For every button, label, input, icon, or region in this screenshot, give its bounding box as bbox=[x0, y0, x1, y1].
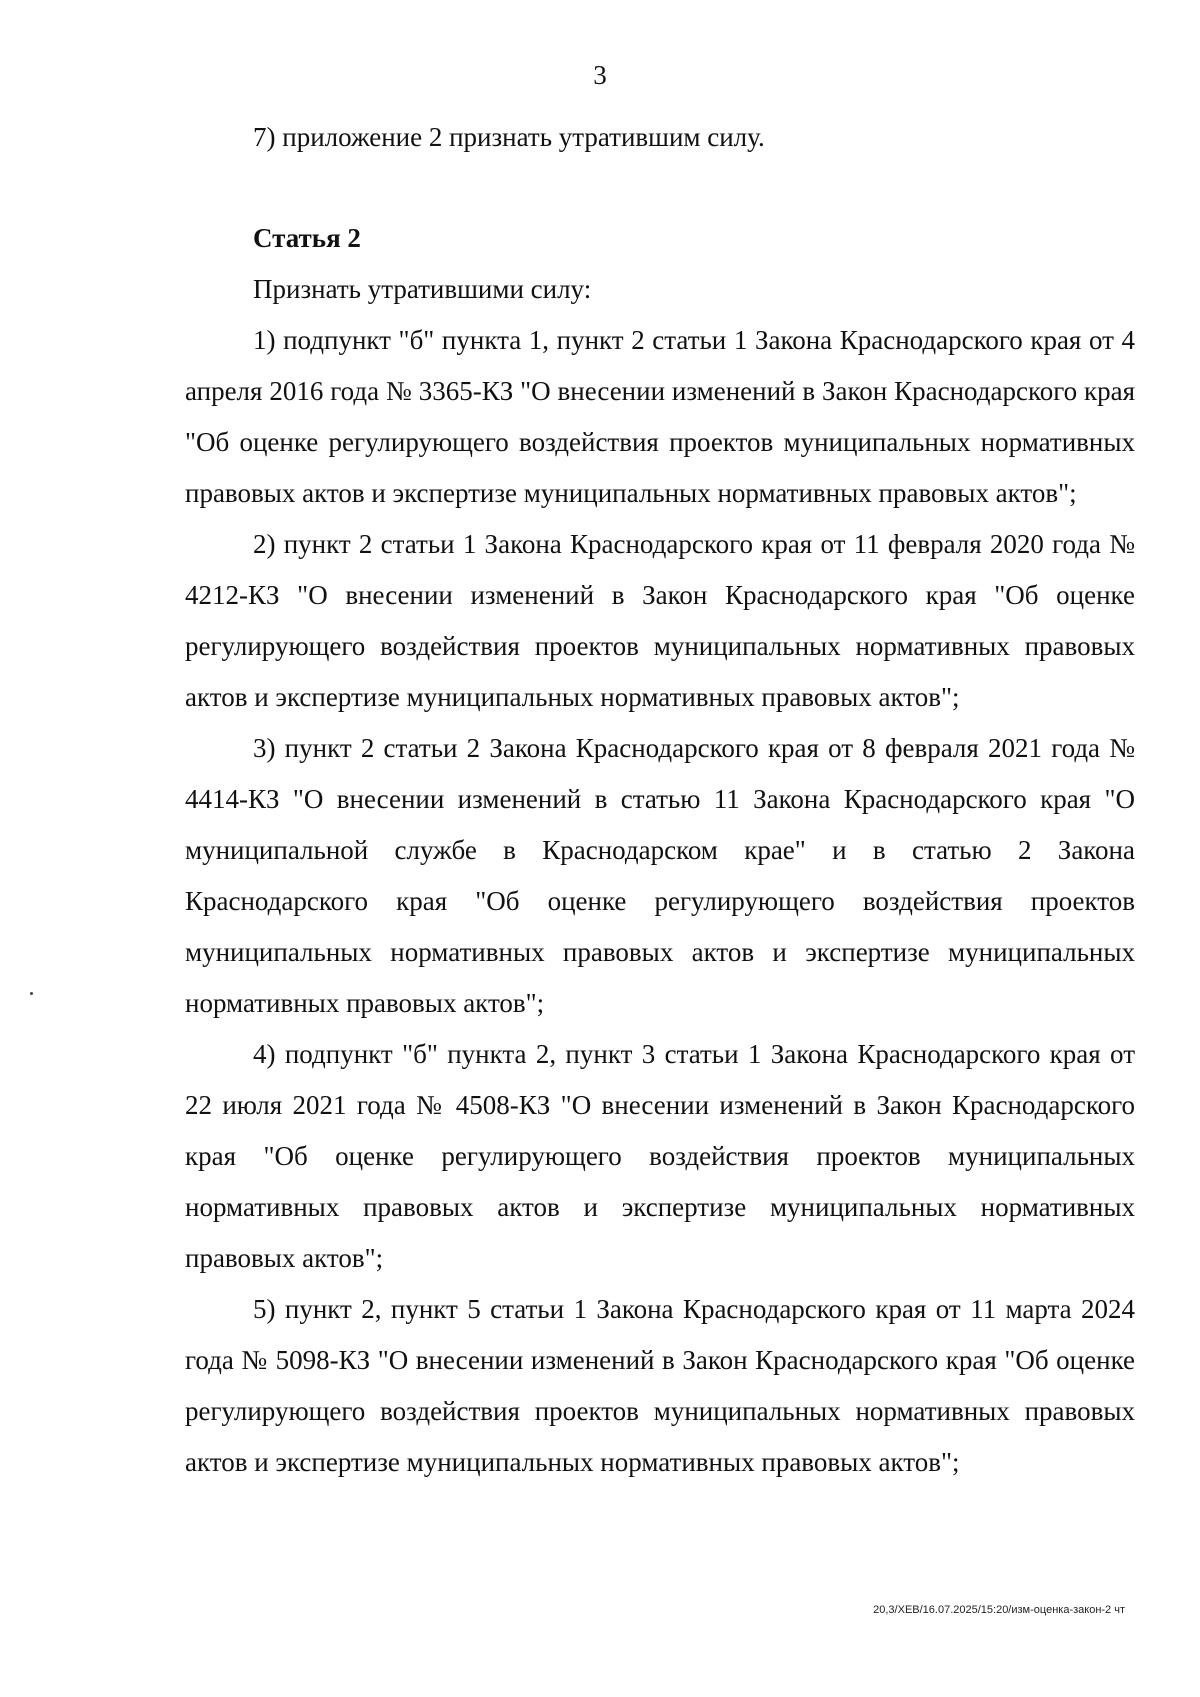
article-item-4: 4) подпункт "б" пункта 2, пункт 3 статьи 1 Закона Краснодарского края от 22 июля 2021 года № 4508-КЗ "О внесении изменений в Закон Краснодарского края "Об оценке регулирующего воздействия проектов муниципальных нормативных правовых актов и экспертизе муниципальных нормативных правовых актов"; bbox=[185, 1039, 1135, 1273]
intro-item: 7) приложение 2 признать утратившим силу. bbox=[253, 122, 765, 152]
article-heading: Статья 2 bbox=[253, 223, 361, 253]
article-item-3: 3) пункт 2 статьи 2 Закона Краснодарского края от 8 февраля 2021 года № 4414-КЗ "О внесении изменений в статью 11 Закона Краснодарского края "О муниципальной службе в Краснодарском крае" и в статью 2 Закона Краснодарского края "Об оценке регулирующего воздействия проектов муниципальных нормативных правовых актов и экспертизе муниципальных нормативных правовых актов"; bbox=[185, 733, 1135, 1018]
article-lead: Признать утратившими силу: bbox=[253, 274, 592, 304]
article-item-2: 2) пункт 2 статьи 1 Закона Краснодарского края от 11 февраля 2020 года № 4212-КЗ "О внесении изменений в Закон Краснодарского края "Об оценке регулирующего воздействия проектов муниципальных нормативных правовых актов и экспертизе муниципальных нормативных правовых актов"; bbox=[185, 529, 1135, 712]
document-body bbox=[185, 112, 1135, 1488]
footer-stamp: 20,3/ХЕВ/16.07.2025/15:20/изм-оценка-закон-2 чт bbox=[873, 1604, 1125, 1616]
page-number: 3 bbox=[593, 60, 607, 90]
article-item-1: 1) подпункт "б" пункта 1, пункт 2 статьи 1 Закона Краснодарского края от 4 апреля 2016 года № 3365-КЗ "О внесении изменений в Закон Краснодарского края "Об оценке регулирующего воздействия проектов муниципальных нормативных правовых актов и экспертизе муниципальных нормативных правовых актов"; bbox=[185, 325, 1135, 508]
scan-speck bbox=[30, 992, 33, 995]
article-item-5: 5) пункт 2, пункт 5 статьи 1 Закона Краснодарского края от 11 марта 2024 года № 5098-КЗ "О внесении изменений в Закон Краснодарского края "Об оценке регулирующего воздействия проектов муниципальных нормативных правовых актов и экспертизе муниципальных нормативных правовых актов"; bbox=[185, 1294, 1135, 1477]
section-spacer bbox=[185, 163, 1135, 213]
